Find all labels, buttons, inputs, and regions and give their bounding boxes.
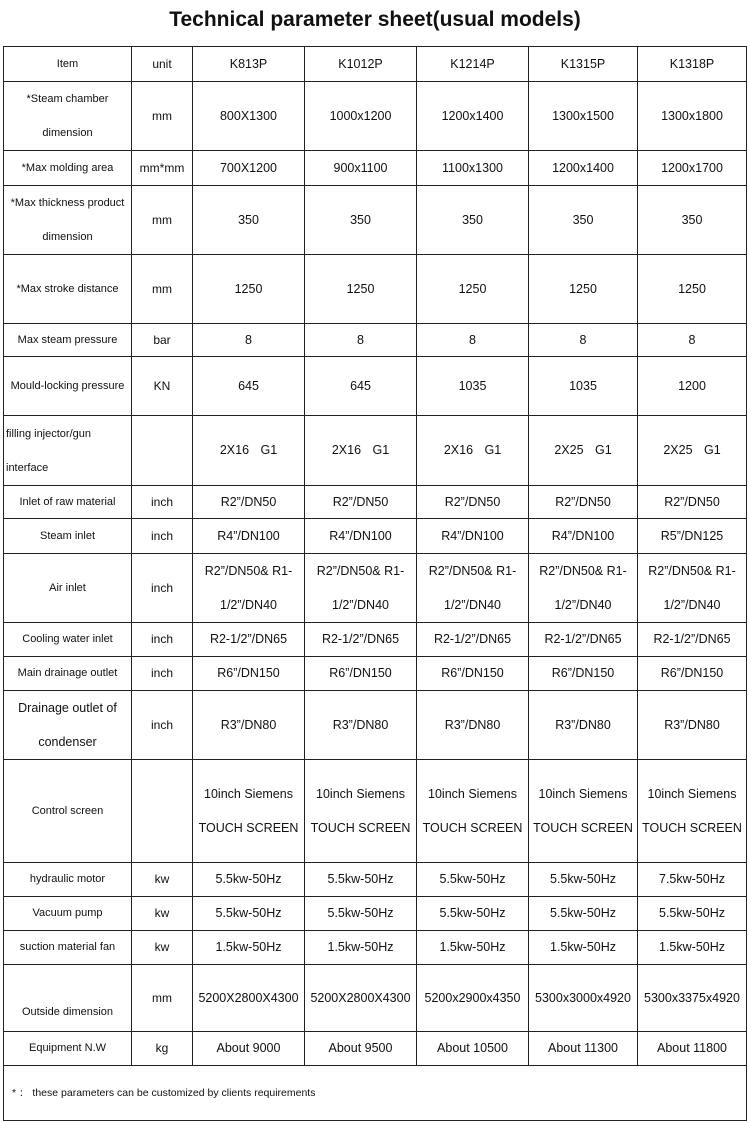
row-value: 1300x1500 — [529, 82, 638, 151]
row-value: R3”/DN80 — [529, 691, 638, 760]
row-value: 5.5kw-50Hz — [305, 863, 417, 897]
table-row — [4, 897, 747, 931]
row-item: Cooling water inlet — [4, 623, 132, 657]
row-unit: mm — [132, 82, 193, 151]
row-unit: bar — [132, 324, 193, 357]
row-item: Max steam pressure — [4, 324, 132, 357]
row-unit: inch — [132, 657, 193, 691]
row-value: 5.5kw-50Hz — [529, 897, 638, 931]
row-value: About 9500 — [305, 1032, 417, 1066]
row-value: R6”/DN150 — [529, 657, 638, 691]
row-value: R4”/DN100 — [417, 519, 529, 554]
row-unit: mm — [132, 255, 193, 324]
row-item: Equipment N.W — [4, 1032, 132, 1066]
row-value: 1000x1200 — [305, 82, 417, 151]
table-header-row — [4, 47, 747, 82]
row-value: R3”/DN80 — [417, 691, 529, 760]
page-title: Technical parameter sheet(usual models) — [169, 8, 581, 31]
row-value: R2”/DN50 — [417, 486, 529, 519]
row-value: R2-1/2”/DN65 — [417, 623, 529, 657]
row-value: 2X25 G1 — [529, 416, 638, 486]
row-value: R2-1/2”/DN65 — [638, 623, 747, 657]
note-row — [4, 1066, 747, 1121]
row-item: Steam inlet — [4, 519, 132, 554]
table-row — [4, 151, 747, 186]
row-value: 1250 — [529, 255, 638, 324]
row-value: About 10500 — [417, 1032, 529, 1066]
row-value: R2-1/2”/DN65 — [193, 623, 305, 657]
header-model: K813P — [193, 47, 305, 82]
row-value: 1.5kw-50Hz — [305, 931, 417, 965]
row-item: *Steam chamber dimension — [4, 82, 132, 151]
row-value: 5200X2800X4300 — [305, 965, 417, 1032]
table-row — [4, 623, 747, 657]
row-item: Main drainage outlet — [4, 657, 132, 691]
row-value: 5.5kw-50Hz — [193, 863, 305, 897]
row-item: *Max molding area — [4, 151, 132, 186]
table-row — [4, 760, 747, 863]
row-value: About 9000 — [193, 1032, 305, 1066]
table-row — [4, 186, 747, 255]
row-unit: KN — [132, 357, 193, 416]
row-value: R3”/DN80 — [305, 691, 417, 760]
row-value: 1100x1300 — [417, 151, 529, 186]
row-value: 8 — [305, 324, 417, 357]
parameter-table — [3, 46, 747, 1121]
row-item: suction material fan — [4, 931, 132, 965]
row-unit: inch — [132, 486, 193, 519]
row-value: R3”/DN80 — [638, 691, 747, 760]
row-value: 1250 — [417, 255, 529, 324]
table-row — [4, 931, 747, 965]
row-unit — [132, 760, 193, 863]
row-item: *Max stroke distance — [4, 255, 132, 324]
row-unit: inch — [132, 691, 193, 760]
row-value: 1035 — [529, 357, 638, 416]
row-value: 5.5kw-50Hz — [305, 897, 417, 931]
row-value: R2-1/2”/DN65 — [529, 623, 638, 657]
header-model: K1012P — [305, 47, 417, 82]
row-value: 8 — [193, 324, 305, 357]
row-value: 5200X2800X4300 — [193, 965, 305, 1032]
table-row — [4, 1032, 747, 1066]
row-value: R4”/DN100 — [193, 519, 305, 554]
row-value: R4”/DN100 — [305, 519, 417, 554]
table-row — [4, 657, 747, 691]
row-value: 1.5kw-50Hz — [417, 931, 529, 965]
row-value: R6”/DN150 — [305, 657, 417, 691]
row-value: 5.5kw-50Hz — [529, 863, 638, 897]
row-value: 1250 — [638, 255, 747, 324]
row-value: 2X16 G1 — [305, 416, 417, 486]
row-value: R2”/DN50 — [305, 486, 417, 519]
row-value: 1300x1800 — [638, 82, 747, 151]
row-unit: mm*mm — [132, 151, 193, 186]
row-value: 1.5kw-50Hz — [193, 931, 305, 965]
row-item: hydraulic motor — [4, 863, 132, 897]
row-unit: inch — [132, 623, 193, 657]
row-item: *Max thickness product dimension — [4, 186, 132, 255]
row-item: Vacuum pump — [4, 897, 132, 931]
table-row — [4, 486, 747, 519]
row-value: 10inch Siemens TOUCH SCREEN — [417, 760, 529, 863]
row-item: Air inlet — [4, 554, 132, 623]
table-row — [4, 965, 747, 1032]
row-value: R4”/DN100 — [529, 519, 638, 554]
row-value: R2”/DN50 — [638, 486, 747, 519]
header-model: K1318P — [638, 47, 747, 82]
row-value: 350 — [638, 186, 747, 255]
row-value: 10inch Siemens TOUCH SCREEN — [193, 760, 305, 863]
row-value: R2-1/2”/DN65 — [305, 623, 417, 657]
row-value: R2”/DN50& R1-1/2”/DN40 — [417, 554, 529, 623]
row-unit: kw — [132, 863, 193, 897]
row-value: R6”/DN150 — [193, 657, 305, 691]
row-value: 1200x1400 — [529, 151, 638, 186]
row-unit — [132, 416, 193, 486]
row-value: 8 — [638, 324, 747, 357]
row-unit: kw — [132, 897, 193, 931]
row-value: About 11300 — [529, 1032, 638, 1066]
row-unit: mm — [132, 186, 193, 255]
row-value: 1200 — [638, 357, 747, 416]
row-item: Drainage outlet of condenser — [4, 691, 132, 760]
row-unit: kg — [132, 1032, 193, 1066]
row-value: 5300x3375x4920 — [638, 965, 747, 1032]
table-row — [4, 82, 747, 151]
row-value: 10inch Siemens TOUCH SCREEN — [638, 760, 747, 863]
row-value: 350 — [305, 186, 417, 255]
row-value: R2”/DN50& R1-1/2”/DN40 — [193, 554, 305, 623]
row-value: 1250 — [305, 255, 417, 324]
footnote: * ： these parameters can be customized by clients requirements — [4, 1066, 747, 1121]
row-value: 5.5kw-50Hz — [417, 863, 529, 897]
row-value: R5”/DN125 — [638, 519, 747, 554]
row-value: 1200x1400 — [417, 82, 529, 151]
row-value: R2”/DN50& R1-1/2”/DN40 — [529, 554, 638, 623]
table-row — [4, 324, 747, 357]
row-value: R6”/DN150 — [417, 657, 529, 691]
row-value: 1035 — [417, 357, 529, 416]
table-row — [4, 554, 747, 623]
row-value: 350 — [417, 186, 529, 255]
header-unit: unit — [132, 47, 193, 82]
table-row — [4, 691, 747, 760]
row-value: 1250 — [193, 255, 305, 324]
table-row — [4, 416, 747, 486]
row-item: Outside dimension — [4, 965, 132, 1032]
row-value: 800X1300 — [193, 82, 305, 151]
row-value: About 11800 — [638, 1032, 747, 1066]
row-value: R2”/DN50 — [193, 486, 305, 519]
row-item: Inlet of raw material — [4, 486, 132, 519]
row-value: R2”/DN50& R1-1/2”/DN40 — [305, 554, 417, 623]
row-value: 5200x2900x4350 — [417, 965, 529, 1032]
row-value: R2”/DN50 — [529, 486, 638, 519]
table-row — [4, 519, 747, 554]
row-value: R3”/DN80 — [193, 691, 305, 760]
row-value: 7.5kw-50Hz — [638, 863, 747, 897]
row-unit: inch — [132, 554, 193, 623]
row-value: 5.5kw-50Hz — [638, 897, 747, 931]
row-value: 700X1200 — [193, 151, 305, 186]
row-value: 900x1100 — [305, 151, 417, 186]
row-value: R6”/DN150 — [638, 657, 747, 691]
row-value: 350 — [193, 186, 305, 255]
table-row — [4, 863, 747, 897]
row-value: 2X16 G1 — [417, 416, 529, 486]
row-item: Mould-locking pressure — [4, 357, 132, 416]
row-value: 2X16 G1 — [193, 416, 305, 486]
table-row — [4, 255, 747, 324]
header-model: K1315P — [529, 47, 638, 82]
row-value: 8 — [417, 324, 529, 357]
row-value: 645 — [193, 357, 305, 416]
header-model: K1214P — [417, 47, 529, 82]
row-value: 5.5kw-50Hz — [193, 897, 305, 931]
row-unit: mm — [132, 965, 193, 1032]
row-value: 5.5kw-50Hz — [417, 897, 529, 931]
row-value: R2”/DN50& R1-1/2”/DN40 — [638, 554, 747, 623]
row-value: 10inch Siemens TOUCH SCREEN — [305, 760, 417, 863]
row-value: 10inch Siemens TOUCH SCREEN — [529, 760, 638, 863]
row-value: 8 — [529, 324, 638, 357]
row-value: 1.5kw-50Hz — [529, 931, 638, 965]
row-value: 350 — [529, 186, 638, 255]
row-unit: kw — [132, 931, 193, 965]
row-value: 645 — [305, 357, 417, 416]
row-unit: inch — [132, 519, 193, 554]
header-item: Item — [4, 47, 132, 82]
table-row — [4, 357, 747, 416]
row-value: 5300x3000x4920 — [529, 965, 638, 1032]
row-item: filling injector/gun interface — [4, 416, 132, 486]
row-value: 1.5kw-50Hz — [638, 931, 747, 965]
row-value: 2X25 G1 — [638, 416, 747, 486]
row-value: 1200x1700 — [638, 151, 747, 186]
row-item: Control screen — [4, 760, 132, 863]
